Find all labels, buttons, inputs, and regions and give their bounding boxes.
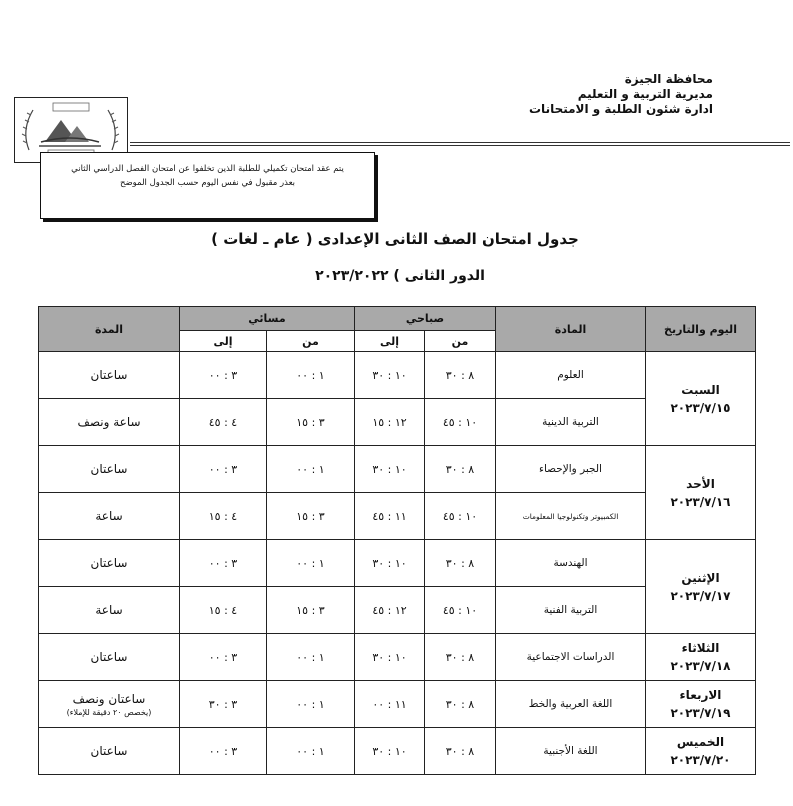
morning-to-cell: ١٢ : ٤٥ xyxy=(355,587,425,634)
notice-line-1: يتم عقد امتحان تكميلي للطلبة الذين تخلفوا عن امتحان الفصل الدراسي الثاني xyxy=(71,164,344,174)
day-cell xyxy=(646,540,756,634)
duration-value: ساعتان ونصف xyxy=(72,691,146,706)
day-date: ٢٠٢٣/٧/١٩ xyxy=(670,706,731,720)
header-morning-from: من xyxy=(425,331,496,352)
duration-cell: ساعتان xyxy=(39,540,180,587)
governorate-line: محافظة الجيزة xyxy=(624,72,713,86)
subject-cell: الكمبيوتر وتكنولوجيا المعلومات xyxy=(496,493,646,540)
morning-from-cell: ٨ : ٣٠ xyxy=(425,728,496,775)
directorate-line: مديرية التربية و التعليم xyxy=(577,87,713,101)
day-date: ٢٠٢٣/٧/١٧ xyxy=(670,588,731,603)
morning-from-cell: ٨ : ٣٠ xyxy=(425,352,496,399)
day-cell xyxy=(646,681,756,728)
header-evening-to: إلى xyxy=(180,331,267,352)
day-name: الاربعاء xyxy=(679,688,722,702)
evening-from-cell: ٣ : ١٥ xyxy=(267,399,355,446)
evening-from-cell: ١ : ٠٠ xyxy=(267,634,355,681)
table-row xyxy=(39,446,756,493)
morning-to-cell: ١٠ : ٣٠ xyxy=(355,352,425,399)
day-name: الإثنين xyxy=(681,570,720,585)
morning-from-cell: ٨ : ٣٠ xyxy=(425,540,496,587)
table-row xyxy=(39,728,756,775)
notice-box xyxy=(40,152,375,219)
day-name: الأحد xyxy=(686,476,715,491)
table-row xyxy=(39,681,756,728)
subject-cell: اللغة العربية والخط xyxy=(496,681,646,728)
exam-schedule-table xyxy=(38,306,756,775)
day-date: ٢٠٢٣/٧/١٦ xyxy=(670,494,731,509)
header-day-date: اليوم والتاريخ xyxy=(646,307,756,352)
subject-cell: الجبر والإحصاء xyxy=(496,446,646,493)
morning-to-cell: ١٠ : ٣٠ xyxy=(355,540,425,587)
table-row xyxy=(39,540,756,587)
duration-cell: ساعة xyxy=(39,587,180,634)
day-date: ٢٠٢٣/٧/١٨ xyxy=(670,659,731,673)
duration-cell: ساعتان xyxy=(39,446,180,493)
evening-from-cell: ٣ : ١٥ xyxy=(267,493,355,540)
evening-to-cell: ٣ : ٠٠ xyxy=(180,446,267,493)
letterhead xyxy=(529,72,713,117)
day-cell xyxy=(646,446,756,540)
header-subject: المادة xyxy=(496,307,646,352)
header-evening: مسائي xyxy=(180,307,355,331)
subject-cell: التربية الفنية xyxy=(496,587,646,634)
morning-to-cell: ١١ : ٠٠ xyxy=(355,681,425,728)
day-name: الخميس xyxy=(676,735,725,749)
morning-from-cell: ١٠ : ٤٥ xyxy=(425,587,496,634)
duration-cell: ساعتان xyxy=(39,728,180,775)
duration-note: (يخصص ٢٠ دقيقة للإملاء) xyxy=(66,707,152,717)
day-cell xyxy=(646,634,756,681)
table-row xyxy=(39,352,756,399)
morning-from-cell: ١٠ : ٤٥ xyxy=(425,493,496,540)
morning-from-cell: ٨ : ٣٠ xyxy=(425,634,496,681)
duration-cell: ساعتان xyxy=(39,634,180,681)
evening-to-cell: ٤ : ١٥ xyxy=(180,493,267,540)
header-divider xyxy=(130,142,790,146)
page-subtitle: الدور الثانى ) ٢٠٢٣/٢٠٢٢ xyxy=(315,268,485,284)
morning-from-cell: ٨ : ٣٠ xyxy=(425,446,496,493)
subject-cell: التربية الدينية xyxy=(496,399,646,446)
duration-cell: ساعة ونصف xyxy=(39,399,180,446)
morning-to-cell: ١٢ : ١٥ xyxy=(355,399,425,446)
subject-cell: اللغة الأجنبية xyxy=(496,728,646,775)
day-date: ٢٠٢٣/٧/٢٠ xyxy=(670,753,731,767)
department-line: ادارة شئون الطلبة و الامتحانات xyxy=(529,102,713,116)
header-morning: صباحي xyxy=(355,307,496,331)
evening-to-cell: ٣ : ٠٠ xyxy=(180,728,267,775)
day-name: الثلاثاء xyxy=(681,641,720,655)
evening-to-cell: ٣ : ٣٠ xyxy=(180,681,267,728)
subject-cell: الدراسات الاجتماعية xyxy=(496,634,646,681)
morning-to-cell: ١١ : ٤٥ xyxy=(355,493,425,540)
header-morning-to: إلى xyxy=(355,331,425,352)
duration-cell: ساعة xyxy=(39,493,180,540)
evening-from-cell: ١ : ٠٠ xyxy=(267,728,355,775)
header-evening-from: من xyxy=(267,331,355,352)
day-date: ٢٠٢٣/٧/١٥ xyxy=(670,400,731,415)
duration-cell: ساعتان xyxy=(39,352,180,399)
subject-cell: الهندسة xyxy=(496,540,646,587)
page-title: جدول امتحان الصف الثانى الإعدادى ( عام ـ لغات ) xyxy=(211,230,579,248)
notice-line-2: بعذر مقبول في نفس اليوم حسب الجدول الموضح xyxy=(119,178,296,188)
morning-from-cell: ٨ : ٣٠ xyxy=(425,681,496,728)
morning-to-cell: ١٠ : ٣٠ xyxy=(355,728,425,775)
morning-to-cell: ١٠ : ٣٠ xyxy=(355,446,425,493)
table-row xyxy=(39,634,756,681)
day-cell xyxy=(646,352,756,446)
subject-cell: العلوم xyxy=(496,352,646,399)
duration-cell xyxy=(39,681,180,728)
evening-from-cell: ١ : ٠٠ xyxy=(267,540,355,587)
evening-to-cell: ٤ : ٤٥ xyxy=(180,399,267,446)
day-cell xyxy=(646,728,756,775)
evening-from-cell: ١ : ٠٠ xyxy=(267,681,355,728)
day-name: السبت xyxy=(681,382,720,397)
evening-from-cell: ١ : ٠٠ xyxy=(267,352,355,399)
evening-to-cell: ٣ : ٠٠ xyxy=(180,634,267,681)
evening-from-cell: ١ : ٠٠ xyxy=(267,446,355,493)
evening-to-cell: ٤ : ١٥ xyxy=(180,587,267,634)
morning-from-cell: ١٠ : ٤٥ xyxy=(425,399,496,446)
morning-to-cell: ١٠ : ٣٠ xyxy=(355,634,425,681)
evening-from-cell: ٣ : ١٥ xyxy=(267,587,355,634)
evening-to-cell: ٣ : ٠٠ xyxy=(180,352,267,399)
evening-to-cell: ٣ : ٠٠ xyxy=(180,540,267,587)
header-duration: المدة xyxy=(39,307,180,352)
